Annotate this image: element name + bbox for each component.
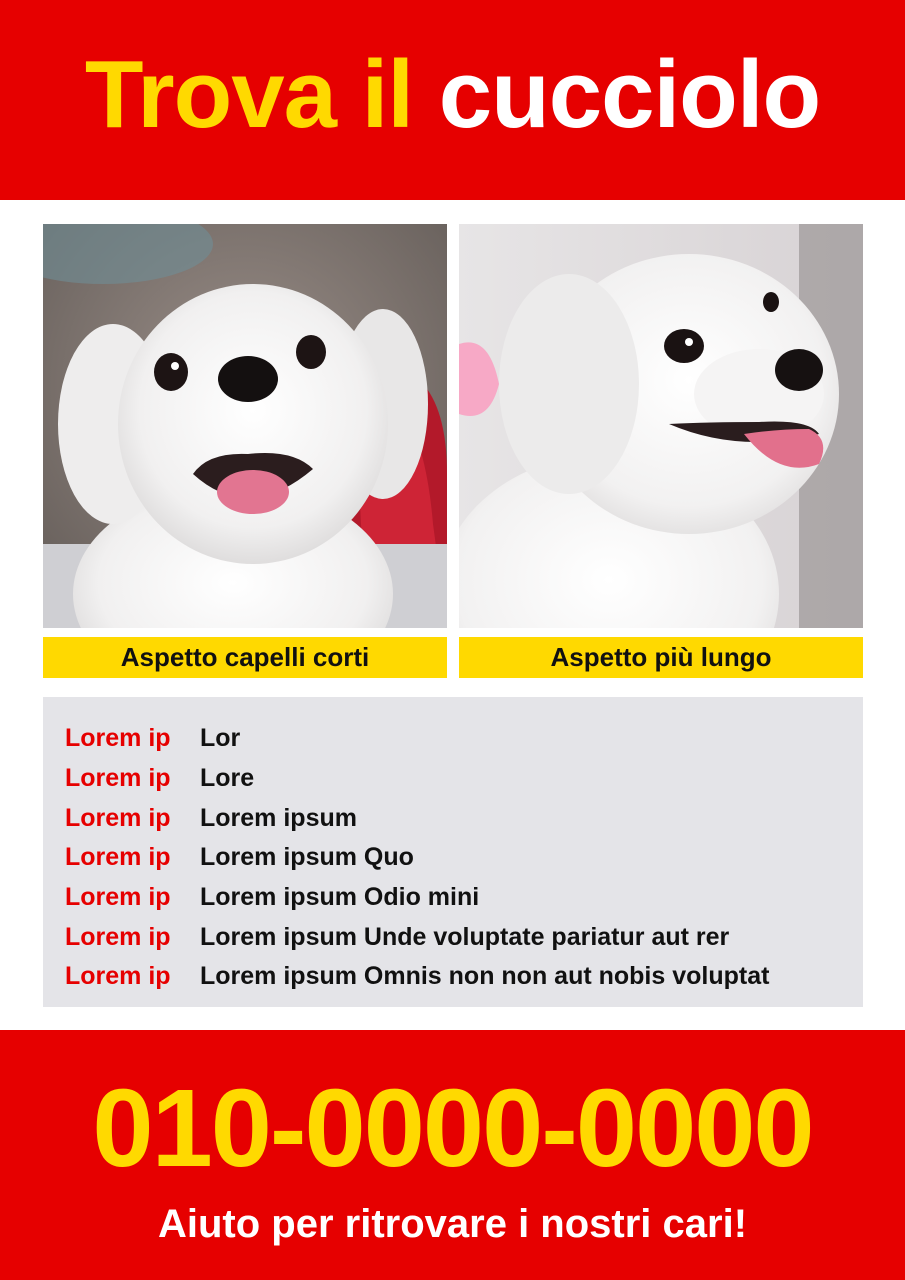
poster-title bbox=[84, 41, 821, 148]
detail-label: Lorem ip bbox=[65, 843, 171, 872]
detail-value: Lorem ipsum Unde voluptate pariatur aut rer bbox=[200, 922, 730, 951]
detail-value: Lorem ipsum bbox=[200, 803, 357, 832]
footer-tagline: Aiuto per ritrovare i nostri cari! bbox=[157, 1202, 748, 1246]
detail-label: Lorem ip bbox=[65, 922, 171, 951]
puppy-photo-short-hair bbox=[43, 224, 447, 628]
detail-label: Lorem ip bbox=[65, 803, 171, 832]
title-part-2: cucciolo bbox=[438, 41, 821, 148]
puppy-front-image bbox=[43, 224, 447, 628]
detail-value: Lorem ipsum Odio mini bbox=[200, 883, 480, 912]
detail-value: Lorem ipsum Quo bbox=[200, 843, 414, 872]
detail-label: Lorem ip bbox=[65, 764, 171, 793]
detail-label: Lorem ip bbox=[65, 962, 171, 991]
details-panel bbox=[43, 697, 863, 1007]
puppy-side-image bbox=[459, 224, 863, 628]
contact-phone-number: 010-0000-0000 bbox=[92, 1067, 813, 1190]
detail-value: Lore bbox=[200, 764, 255, 793]
detail-row bbox=[65, 719, 863, 759]
detail-row bbox=[65, 917, 863, 957]
detail-label: Lorem ip bbox=[65, 724, 171, 753]
detail-value: Lorem ipsum Omnis non non aut nobis voluptat bbox=[200, 962, 770, 991]
detail-row bbox=[65, 838, 863, 878]
detail-value: Lor bbox=[200, 724, 241, 753]
detail-label: Lorem ip bbox=[65, 883, 171, 912]
detail-row bbox=[65, 798, 863, 838]
title-part-1: Trova il bbox=[84, 41, 414, 148]
detail-row bbox=[65, 957, 863, 997]
photo-caption-long-hair: Aspetto più lungo bbox=[459, 637, 863, 678]
photo-caption-short-hair: Aspetto capelli corti bbox=[43, 637, 447, 678]
detail-row bbox=[65, 759, 863, 799]
header-banner bbox=[0, 0, 905, 200]
puppy-photo-long-hair bbox=[459, 224, 863, 628]
footer-banner bbox=[0, 1030, 905, 1280]
detail-row bbox=[65, 878, 863, 918]
